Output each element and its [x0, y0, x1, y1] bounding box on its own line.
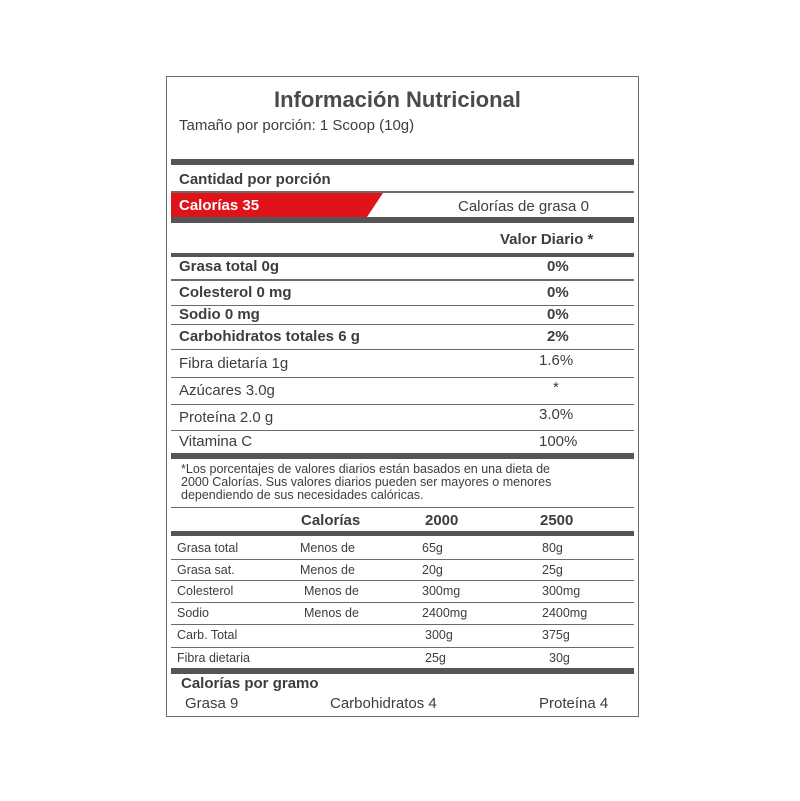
- ref-cell: Carb. Total: [177, 628, 238, 642]
- ref-header-calories: Calorías: [301, 512, 361, 529]
- daily-value-header: Valor Diario *: [500, 231, 594, 248]
- nutrient-name: Carbohidratos totales 6 g: [179, 328, 360, 345]
- ref-cell: 375g: [542, 628, 570, 642]
- divider-thick: [171, 217, 634, 223]
- serving-size: Tamaño por porción: 1 Scoop (10g): [179, 117, 415, 134]
- ref-cell: 20g: [422, 563, 443, 577]
- divider: [171, 647, 634, 648]
- per-gram-carbs: Carbohidratos 4: [330, 695, 437, 712]
- divider-thick: [171, 159, 634, 165]
- footnote-line: *Los porcentajes de valores diarios están basados en una dieta de: [181, 462, 551, 476]
- ref-cell: 300mg: [542, 584, 581, 598]
- ref-cell: Menos de: [304, 584, 359, 598]
- nutrient-name: Proteína 2.0 g: [179, 409, 274, 426]
- nutrient-name: Colesterol 0 mg: [179, 284, 292, 301]
- divider: [171, 377, 634, 378]
- calories-per-gram-title: Calorías por gramo: [181, 675, 319, 692]
- nutrient-value: 0%: [547, 306, 569, 323]
- ref-cell: Sodio: [177, 606, 209, 620]
- ref-cell: 25g: [542, 563, 563, 577]
- nutrition-label: [166, 76, 639, 717]
- divider: [171, 279, 634, 281]
- nutrient-name: Sodio 0 mg: [179, 306, 260, 323]
- ref-header-2500: 2500: [540, 512, 574, 529]
- nutrient-name: Vitamina C: [179, 433, 253, 450]
- divider: [171, 580, 634, 581]
- ref-header-2000: 2000: [425, 512, 459, 529]
- divider: [171, 430, 634, 431]
- amount-per-serving: Cantidad por porción: [179, 171, 331, 188]
- nutrient-value: 3.0%: [539, 406, 574, 423]
- footnote-line: dependiendo de sus necesidades calóricas.: [181, 488, 424, 502]
- divider: [171, 559, 634, 560]
- ref-cell: 65g: [422, 541, 443, 555]
- nutrient-name: Fibra dietaría 1g: [179, 355, 289, 372]
- nutrient-value: 0%: [547, 258, 569, 275]
- divider: [171, 324, 634, 325]
- nutrient-value: 1.6%: [539, 352, 574, 369]
- ref-cell: Grasa total: [177, 541, 239, 555]
- nutrient-value: 2%: [547, 328, 569, 345]
- divider-thick: [171, 453, 634, 459]
- nutrient-value: 0%: [547, 284, 569, 301]
- per-gram-fat: Grasa 9: [185, 695, 239, 712]
- fat-calories: Calorías de grasa 0: [458, 198, 589, 215]
- ref-cell: Grasa sat.: [177, 563, 235, 577]
- divider-thick: [171, 531, 634, 536]
- ref-cell: Menos de: [300, 541, 355, 555]
- label-title: Información Nutricional: [274, 87, 521, 112]
- ref-cell: Menos de: [304, 606, 359, 620]
- divider-thick: [171, 253, 634, 257]
- divider: [171, 349, 634, 350]
- nutrient-name: Grasa total 0g: [179, 258, 280, 275]
- ref-cell: 25g: [425, 651, 446, 665]
- divider: [171, 602, 634, 603]
- ref-cell: Colesterol: [177, 584, 234, 598]
- ref-cell: 2400mg: [422, 606, 468, 620]
- divider-thick: [171, 668, 634, 674]
- ref-cell: 80g: [542, 541, 563, 555]
- footnote: [181, 463, 551, 502]
- per-gram-protein: Proteína 4: [539, 695, 609, 712]
- ref-cell: 30g: [549, 651, 570, 665]
- nutrient-value: 100%: [539, 433, 578, 450]
- footnote-line: 2000 Calorías. Sus valores diarios pueden ser mayores o menores: [181, 475, 552, 489]
- nutrient-name: Azúcares 3.0g: [179, 382, 275, 399]
- divider: [171, 624, 634, 625]
- ref-cell: Menos de: [300, 563, 355, 577]
- ref-cell: 2400mg: [542, 606, 588, 620]
- ref-cell: Fibra dietaria: [177, 651, 250, 665]
- divider: [171, 404, 634, 405]
- calories-label: Calorías 35: [179, 197, 260, 214]
- nutrient-value: *: [553, 379, 559, 396]
- divider: [171, 507, 634, 508]
- ref-cell: 300g: [425, 628, 453, 642]
- ref-cell: 300mg: [422, 584, 461, 598]
